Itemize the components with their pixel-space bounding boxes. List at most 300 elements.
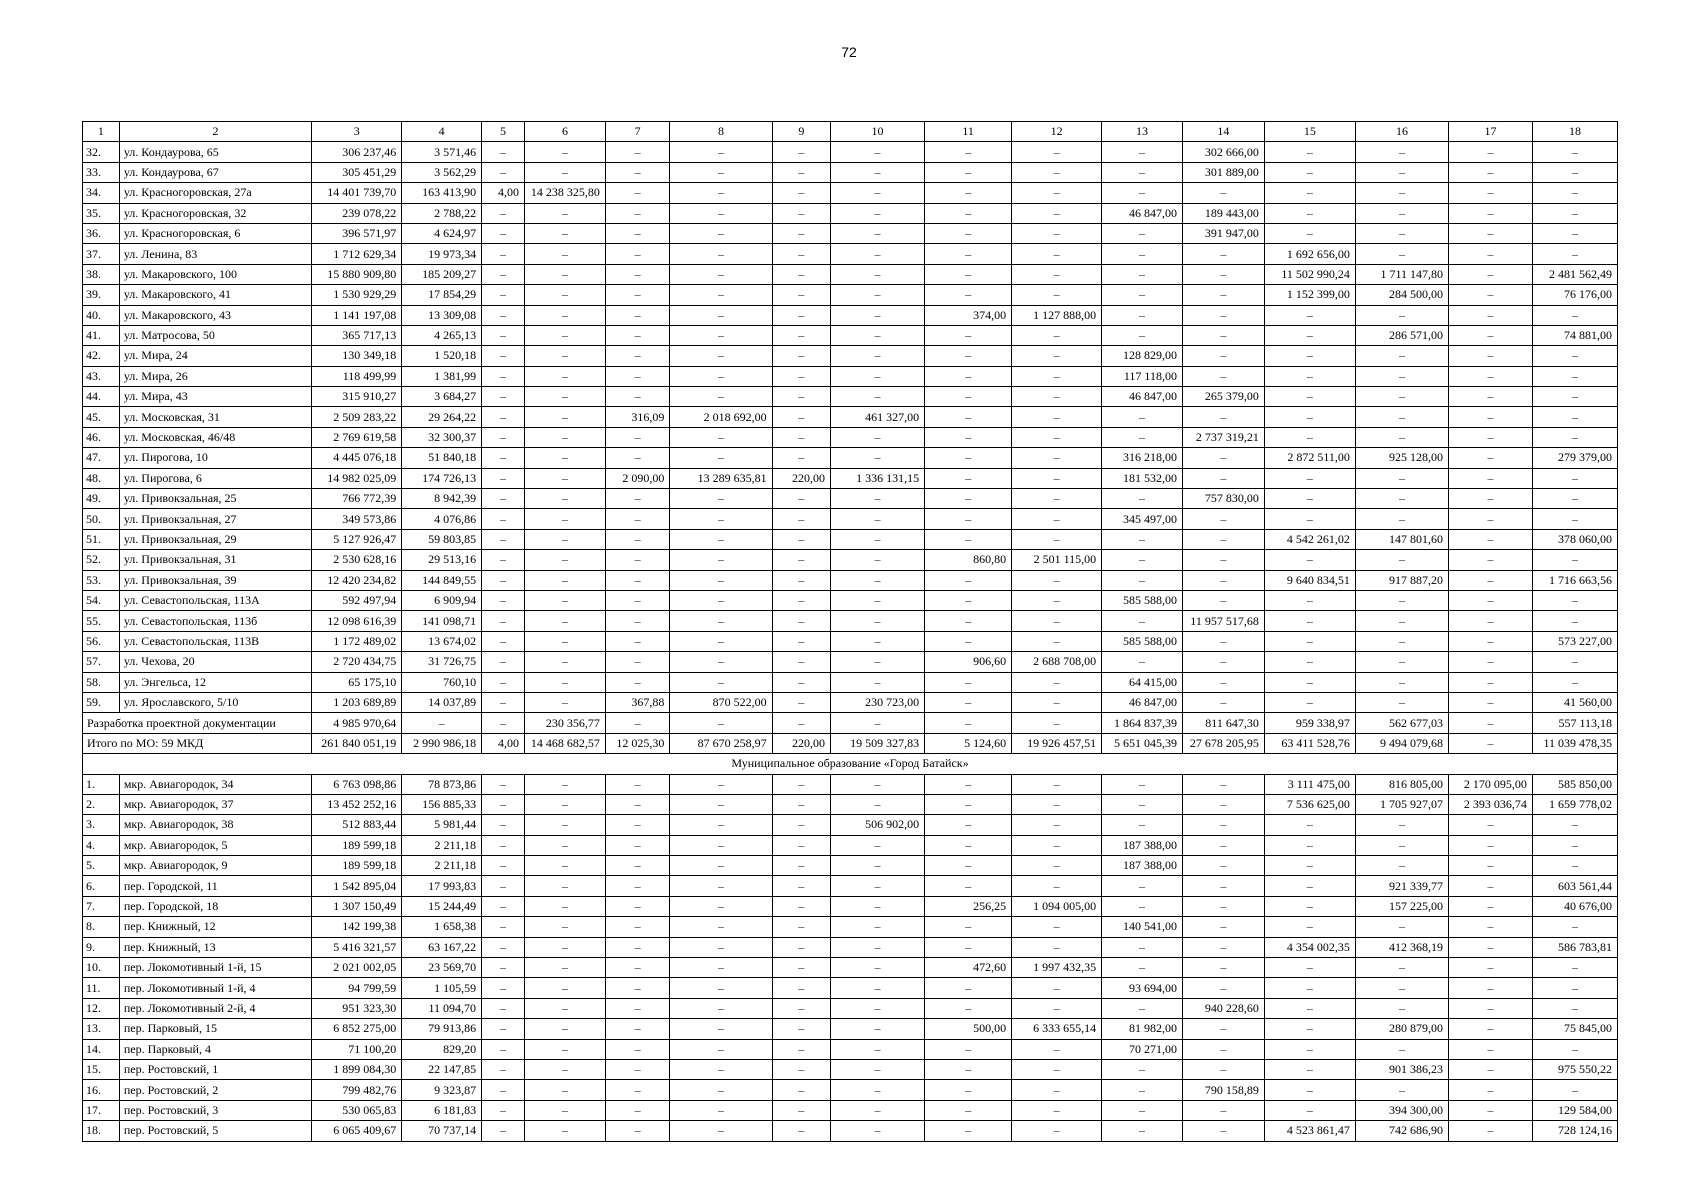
table-cell: – (670, 896, 772, 916)
table-cell: – (830, 590, 924, 610)
table-cell: – (1449, 1100, 1533, 1120)
table-cell: 5. (83, 856, 120, 876)
table-cell: – (1102, 937, 1183, 957)
table-cell: 4. (83, 835, 120, 855)
table-cell: – (830, 448, 924, 468)
table-cell: 1 203 689,89 (312, 692, 402, 712)
table-cell: 9 640 834,51 (1264, 570, 1355, 590)
table-cell: 1 712 629,34 (312, 244, 402, 264)
table-row (83, 917, 1618, 937)
table-cell: – (1102, 876, 1183, 896)
table-row (83, 672, 1618, 692)
table-cell: 562 677,03 (1355, 713, 1448, 733)
table-cell: 63 167,22 (402, 937, 482, 957)
table-cell: 15 244,49 (402, 896, 482, 916)
table-cell: – (1449, 815, 1533, 835)
table-cell: 2 990 986,18 (402, 733, 482, 753)
table-cell: – (772, 285, 830, 305)
table-cell: 921 339,77 (1355, 876, 1448, 896)
table-cell: 29 513,16 (402, 550, 482, 570)
table-cell: – (772, 937, 830, 957)
table-cell: – (830, 346, 924, 366)
column-header: 9 (772, 122, 830, 142)
table-cell: 256,25 (925, 896, 1012, 916)
table-cell: пер. Локомотивный 2-й, 4 (119, 998, 311, 1018)
table-cell: – (772, 1080, 830, 1100)
table-cell: – (670, 223, 772, 243)
table-cell: – (830, 489, 924, 509)
table-cell: – (605, 774, 669, 794)
table-cell: 129 584,00 (1532, 1100, 1617, 1120)
table-cell: 396 571,97 (312, 223, 402, 243)
table-cell: – (1264, 998, 1355, 1018)
table-cell: – (1355, 509, 1448, 529)
table-row (83, 142, 1618, 162)
table-cell: 39. (83, 285, 120, 305)
table-cell: ул. Привокзальная, 25 (119, 489, 311, 509)
table-cell: 2 720 434,75 (312, 652, 402, 672)
table-cell: – (772, 1039, 830, 1059)
table-row (83, 550, 1618, 570)
table-cell: – (605, 1100, 669, 1120)
table-cell: 163 413,90 (402, 183, 482, 203)
table-cell: – (830, 570, 924, 590)
table-cell: – (1182, 366, 1264, 386)
table-cell: 316 218,00 (1102, 448, 1183, 468)
table-cell: – (1449, 183, 1533, 203)
table-cell: – (1012, 1080, 1102, 1100)
table-cell: – (1449, 835, 1533, 855)
table-cell: – (525, 937, 606, 957)
table-cell: 557 113,18 (1532, 713, 1617, 733)
table-cell: – (1532, 978, 1617, 998)
table-cell: – (1182, 305, 1264, 325)
table-cell: 2 018 692,00 (670, 407, 772, 427)
column-header-row (83, 122, 1618, 142)
table-row (83, 835, 1618, 855)
table-cell: 32. (83, 142, 120, 162)
table-cell: – (670, 1039, 772, 1059)
table-cell: – (670, 244, 772, 264)
table-cell: мкр. Авиагородок, 34 (119, 774, 311, 794)
table-cell: – (1102, 285, 1183, 305)
table-cell: – (925, 692, 1012, 712)
table-cell: – (1102, 325, 1183, 345)
table-cell: – (1355, 162, 1448, 182)
table-row (83, 1080, 1618, 1100)
table-cell: 118 499,99 (312, 366, 402, 386)
table-cell: – (670, 856, 772, 876)
table-cell: – (482, 529, 525, 549)
table-cell: 799 482,76 (312, 1080, 402, 1100)
table-cell: мкр. Авиагородок, 5 (119, 835, 311, 855)
table-cell: – (525, 876, 606, 896)
table-cell: – (525, 692, 606, 712)
table-cell: 44. (83, 387, 120, 407)
table-cell: – (830, 1121, 924, 1141)
table-cell: 2 090,00 (605, 468, 669, 488)
table-cell: – (925, 509, 1012, 529)
table-cell: – (525, 407, 606, 427)
table-cell: 2 688 708,00 (1012, 652, 1102, 672)
table-cell: – (482, 142, 525, 162)
table-cell: – (482, 1100, 525, 1120)
table-cell: – (1532, 366, 1617, 386)
column-header: 6 (525, 122, 606, 142)
table-cell: – (830, 550, 924, 570)
table-cell: – (605, 325, 669, 345)
table-cell: – (772, 223, 830, 243)
table-cell: – (1355, 305, 1448, 325)
table-cell: – (1012, 203, 1102, 223)
table-cell: 230 356,77 (525, 713, 606, 733)
table-cell: – (1012, 713, 1102, 733)
table-row (83, 529, 1618, 549)
table-cell: 55. (83, 611, 120, 631)
table-cell: – (670, 162, 772, 182)
table-cell: – (605, 713, 669, 733)
column-header: 18 (1532, 122, 1617, 142)
table-cell: 19 509 327,83 (830, 733, 924, 753)
table-cell: – (925, 978, 1012, 998)
table-cell: – (1182, 1039, 1264, 1059)
table-cell: – (1012, 346, 1102, 366)
table-cell: 58. (83, 672, 120, 692)
table-cell: 51. (83, 529, 120, 549)
table-cell: 305 451,29 (312, 162, 402, 182)
table-cell: – (605, 366, 669, 386)
table-row (83, 162, 1618, 182)
column-header: 13 (1102, 122, 1183, 142)
table-cell: – (772, 509, 830, 529)
table-cell: – (1102, 896, 1183, 916)
table-row (83, 223, 1618, 243)
table-cell: – (1449, 305, 1533, 325)
table-cell: – (1532, 550, 1617, 570)
table-cell: – (482, 652, 525, 672)
table-cell: 1 307 150,49 (312, 896, 402, 916)
table-row (83, 876, 1618, 896)
project-documentation-row (83, 713, 1618, 733)
table-row (83, 978, 1618, 998)
table-cell: – (1102, 958, 1183, 978)
table-cell: – (482, 448, 525, 468)
table-cell: – (670, 387, 772, 407)
table-cell: 87 670 258,97 (670, 733, 772, 753)
table-cell: – (482, 692, 525, 712)
table-cell: 12. (83, 998, 120, 1018)
table-cell: 157 225,00 (1355, 896, 1448, 916)
table-cell: – (1449, 1039, 1533, 1059)
table-cell: 374,00 (925, 305, 1012, 325)
table-cell: 1 658,38 (402, 917, 482, 937)
table-cell: – (525, 590, 606, 610)
table-cell: – (1355, 815, 1448, 835)
table-cell: 917 887,20 (1355, 570, 1448, 590)
table-cell: 1 520,18 (402, 346, 482, 366)
table-cell: 302 666,00 (1182, 142, 1264, 162)
table-cell: – (925, 611, 1012, 631)
table-cell: – (1264, 590, 1355, 610)
table-cell: 261 840 051,19 (312, 733, 402, 753)
table-cell: – (605, 570, 669, 590)
table-cell: – (1355, 652, 1448, 672)
table-cell: – (1264, 652, 1355, 672)
table-cell: – (525, 774, 606, 794)
table-cell: – (1182, 856, 1264, 876)
table-cell: – (1182, 774, 1264, 794)
table-cell: – (925, 325, 1012, 345)
table-cell: – (1102, 1121, 1183, 1141)
table-cell: – (925, 876, 1012, 896)
table-cell: – (925, 1059, 1012, 1079)
table-cell: – (525, 611, 606, 631)
table-cell: – (1449, 876, 1533, 896)
table-cell: – (1449, 1019, 1533, 1039)
table-cell: – (1355, 998, 1448, 1018)
table-cell: 3 111 475,00 (1264, 774, 1355, 794)
table-cell: – (1264, 387, 1355, 407)
table-cell: – (1355, 1039, 1448, 1059)
table-cell: 2 509 283,22 (312, 407, 402, 427)
table-cell: – (525, 285, 606, 305)
table-cell: 4,00 (482, 183, 525, 203)
table-cell: – (1182, 876, 1264, 896)
table-cell: – (670, 448, 772, 468)
table-cell: – (1264, 142, 1355, 162)
table-cell: – (525, 427, 606, 447)
table-cell: 78 873,86 (402, 774, 482, 794)
table-cell: – (830, 631, 924, 651)
table-row (83, 325, 1618, 345)
table-row (83, 387, 1618, 407)
table-cell: – (670, 489, 772, 509)
table-cell: – (1012, 794, 1102, 814)
table-cell: – (482, 550, 525, 570)
table-cell: – (670, 570, 772, 590)
table-cell: – (1449, 672, 1533, 692)
table-cell: – (1449, 387, 1533, 407)
table-cell: – (830, 876, 924, 896)
table-cell: – (482, 978, 525, 998)
table-cell: 284 500,00 (1355, 285, 1448, 305)
table-cell: – (1355, 223, 1448, 243)
table-cell: 38. (83, 264, 120, 284)
table-cell: 4 265,13 (402, 325, 482, 345)
table-cell: – (830, 183, 924, 203)
column-header: 5 (482, 122, 525, 142)
table-cell: 2 211,18 (402, 835, 482, 855)
table-cell: 4 354 002,35 (1264, 937, 1355, 957)
table-cell: – (670, 264, 772, 284)
table-cell: 315 910,27 (312, 387, 402, 407)
table-cell: – (1012, 427, 1102, 447)
table-cell: – (1264, 1039, 1355, 1059)
table-cell: ул. Пирогова, 6 (119, 468, 311, 488)
table-cell: 17. (83, 1100, 120, 1120)
table-cell: ул. Ярославского, 5/10 (119, 692, 311, 712)
table-cell: – (830, 1100, 924, 1120)
table-cell: – (1012, 998, 1102, 1018)
table-cell: – (772, 794, 830, 814)
table-cell: – (772, 489, 830, 509)
table-cell: – (525, 142, 606, 162)
table-cell: – (925, 223, 1012, 243)
table-cell: 512 883,44 (312, 815, 402, 835)
table-cell: – (605, 203, 669, 223)
table-cell: – (925, 672, 1012, 692)
table-cell: – (525, 346, 606, 366)
table-cell: 461 327,00 (830, 407, 924, 427)
table-cell: 2 530 628,16 (312, 550, 402, 570)
table-cell: 14. (83, 1039, 120, 1059)
table-cell: – (482, 713, 525, 733)
table-cell: – (670, 1059, 772, 1079)
table-cell: 394 300,00 (1355, 1100, 1448, 1120)
table-row (83, 611, 1618, 631)
table-row (83, 1121, 1618, 1141)
table-cell: 63 411 528,76 (1264, 733, 1355, 753)
table-cell: – (605, 590, 669, 610)
table-row (83, 631, 1618, 651)
table-cell: 156 885,33 (402, 794, 482, 814)
table-cell: – (1102, 162, 1183, 182)
table-cell: 56. (83, 631, 120, 651)
column-header: 10 (830, 122, 924, 142)
table-cell: 2. (83, 794, 120, 814)
table-cell: 8. (83, 917, 120, 937)
table-cell: – (482, 264, 525, 284)
table-cell: – (605, 937, 669, 957)
table-cell: – (1012, 835, 1102, 855)
table-cell: – (925, 264, 1012, 284)
column-header: 14 (1182, 122, 1264, 142)
table-cell: – (925, 815, 1012, 835)
total-row (83, 733, 1618, 753)
table-cell: – (1355, 835, 1448, 855)
table-cell: – (1012, 468, 1102, 488)
table-cell: 9 494 079,68 (1355, 733, 1448, 753)
table-cell: ул. Красногоровская, 6 (119, 223, 311, 243)
table-cell: – (1182, 672, 1264, 692)
table-cell: – (1182, 325, 1264, 345)
table-row (83, 937, 1618, 957)
table-cell: ул. Кондаурова, 65 (119, 142, 311, 162)
table-cell: пер. Локомотивный 1-й, 15 (119, 958, 311, 978)
table-cell: – (670, 631, 772, 651)
table-cell: 1. (83, 774, 120, 794)
table-cell: 9 323,87 (402, 1080, 482, 1100)
table-cell: – (605, 611, 669, 631)
table-cell: – (1182, 407, 1264, 427)
table-cell: 286 571,00 (1355, 325, 1448, 345)
table-cell: 1 716 663,56 (1532, 570, 1617, 590)
table-cell: – (1182, 1100, 1264, 1120)
table-cell: – (830, 264, 924, 284)
table-cell: 18. (83, 1121, 120, 1141)
table-cell: – (482, 917, 525, 937)
table-cell: – (605, 998, 669, 1018)
table-cell: 3 562,29 (402, 162, 482, 182)
table-cell: – (605, 672, 669, 692)
table-cell: – (670, 917, 772, 937)
table-cell: – (605, 346, 669, 366)
table-cell: – (1264, 509, 1355, 529)
table-cell: 17 854,29 (402, 285, 482, 305)
table-cell: – (1182, 346, 1264, 366)
table-cell: 11 094,70 (402, 998, 482, 1018)
table-cell: 7. (83, 896, 120, 916)
table-cell: – (830, 285, 924, 305)
table-cell: – (1102, 550, 1183, 570)
table-cell: – (1102, 815, 1183, 835)
table-cell: – (772, 856, 830, 876)
table-cell: 349 573,86 (312, 509, 402, 529)
table-cell: 4 076,86 (402, 509, 482, 529)
table-cell: – (1012, 142, 1102, 162)
table-cell: 301 889,00 (1182, 162, 1264, 182)
table-cell: 5 981,44 (402, 815, 482, 835)
table-cell: – (1355, 387, 1448, 407)
table-cell: – (1449, 427, 1533, 447)
table-cell: – (1264, 223, 1355, 243)
table-cell: 6. (83, 876, 120, 896)
table-cell: 41 560,00 (1532, 692, 1617, 712)
table-cell: – (482, 1080, 525, 1100)
table-cell: – (670, 1121, 772, 1141)
table-row (83, 427, 1618, 447)
table-cell: – (1012, 162, 1102, 182)
table-cell: – (925, 917, 1012, 937)
table-cell: – (1532, 856, 1617, 876)
table-row (83, 1039, 1618, 1059)
table-cell: – (482, 162, 525, 182)
table-cell: – (670, 713, 772, 733)
table-cell: 130 349,18 (312, 346, 402, 366)
table-cell: – (525, 958, 606, 978)
table-cell: – (525, 815, 606, 835)
table-cell: – (1102, 652, 1183, 672)
table-cell: – (525, 1121, 606, 1141)
table-cell: – (925, 529, 1012, 549)
table-cell: – (1182, 468, 1264, 488)
table-cell: 4,00 (482, 733, 525, 753)
table-cell: – (1449, 223, 1533, 243)
table-cell: – (1449, 162, 1533, 182)
table-cell: 5 127 926,47 (312, 529, 402, 549)
table-cell: – (1449, 652, 1533, 672)
table-cell: – (1182, 183, 1264, 203)
table-cell: – (525, 203, 606, 223)
table-cell: – (1182, 917, 1264, 937)
table-cell: – (1182, 978, 1264, 998)
table-body (83, 122, 1618, 1142)
table-cell: 141 098,71 (402, 611, 482, 631)
table-cell: – (605, 183, 669, 203)
table-cell: пер. Ростовский, 1 (119, 1059, 311, 1079)
table-cell: 42. (83, 346, 120, 366)
table-cell: 506 902,00 (830, 815, 924, 835)
table-cell: – (1264, 183, 1355, 203)
table-cell: – (482, 346, 525, 366)
table-cell: – (670, 835, 772, 855)
table-cell: – (1264, 896, 1355, 916)
table-cell: 13. (83, 1019, 120, 1039)
table-cell: – (1102, 183, 1183, 203)
table-cell: – (830, 958, 924, 978)
table-cell: – (925, 1080, 1012, 1100)
table-cell: – (482, 427, 525, 447)
